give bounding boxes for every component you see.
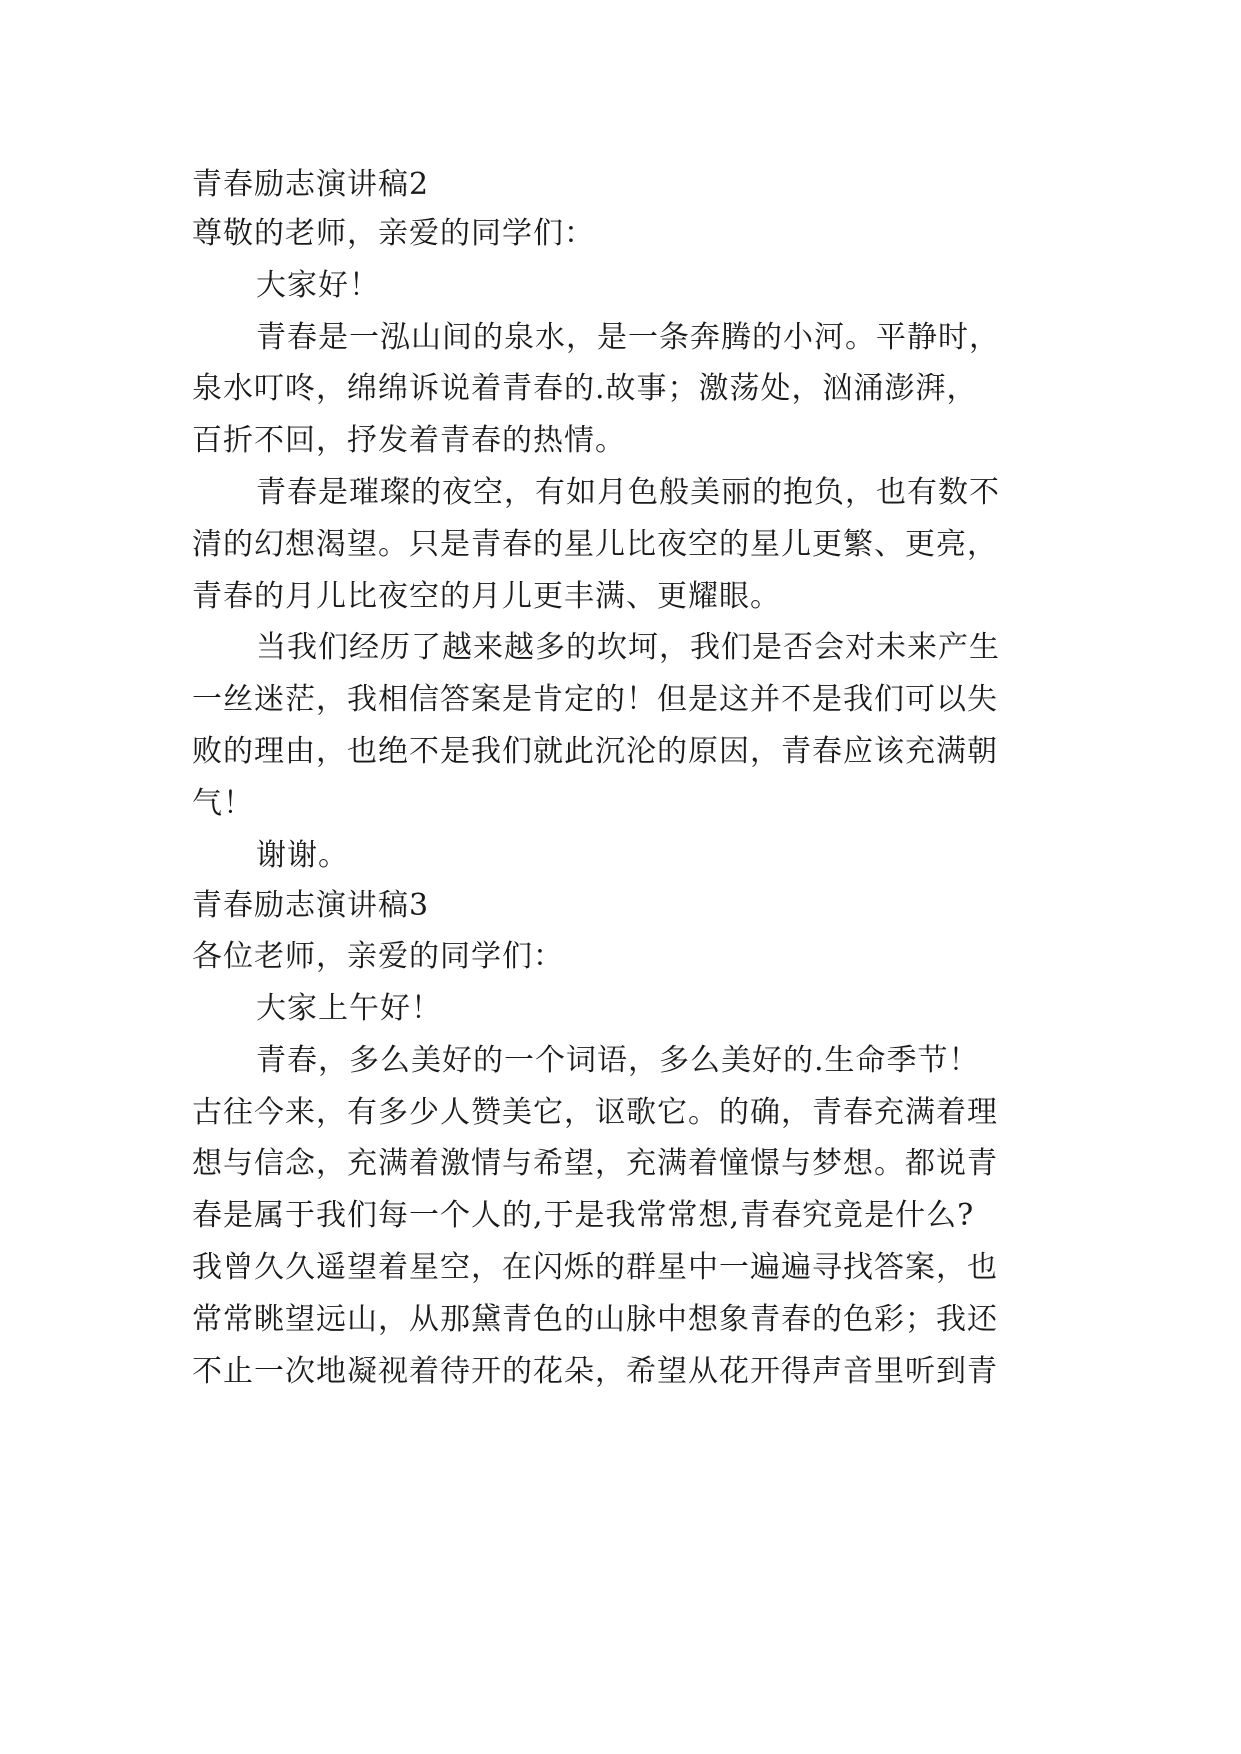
paragraph-line: 不止一次地凝视着待开的花朵，希望从花开得声音里听到青 [192, 1354, 998, 1389]
salutation: 尊敬的老师，亲爱的同学们： [192, 216, 595, 251]
paragraph-line: 春是属于我们每一个人的,于是我常常想,青春究竟是什么? [192, 1198, 975, 1233]
paragraph-line: 百折不回，抒发着青春的热情。 [192, 423, 626, 458]
salutation: 各位老师，亲爱的同学们： [192, 939, 564, 974]
paragraph-line: 当我们经历了越来越多的坎坷，我们是否会对未来产生 [256, 630, 1000, 665]
greeting: 大家好！ [256, 268, 380, 303]
paragraph-line: 清的幻想渴望。只是青春的星儿比夜空的星儿更繁、更亮， [192, 527, 998, 562]
section-title: 青春励志演讲稿3 [192, 888, 430, 923]
section-title: 青春励志演讲稿2 [192, 167, 430, 202]
paragraph-line: 青春是璀璨的夜空，有如月色般美丽的抱负，也有数不 [256, 475, 1000, 510]
paragraph-line: 古往今来，有多少人赞美它，讴歌它。的确，青春充满着理 [192, 1095, 998, 1130]
paragraph-line: 常常眺望远山，从那黛青色的山脉中想象青春的色彩；我还 [192, 1302, 998, 1337]
paragraph-line: 青春是一泓山间的泉水，是一条奔腾的小河。平静时， [256, 320, 1000, 355]
paragraph-line: 一丝迷茫，我相信答案是肯定的！但是这并不是我们可以失 [192, 682, 998, 717]
paragraph-line: 气！ [192, 786, 254, 821]
paragraph-line: 青春，多么美好的一个词语，多么美好的.生命季节！ [256, 1043, 980, 1078]
closing: 谢谢。 [256, 838, 349, 873]
paragraph-line: 泉水叮咚，绵绵诉说着青春的.故事；激荡处，汹涌澎湃， [192, 371, 978, 406]
paragraph-line: 青春的月儿比夜空的月儿更丰满、更耀眼。 [192, 579, 781, 614]
paragraph-line: 败的理由，也绝不是我们就此沉沦的原因，青春应该充满朝 [192, 734, 998, 769]
paragraph-line: 我曾久久遥望着星空，在闪烁的群星中一遍遍寻找答案，也 [192, 1250, 998, 1285]
greeting: 大家上午好！ [256, 991, 442, 1026]
paragraph-line: 想与信念，充满着激情与希望，充满着憧憬与梦想。都说青 [192, 1146, 998, 1181]
